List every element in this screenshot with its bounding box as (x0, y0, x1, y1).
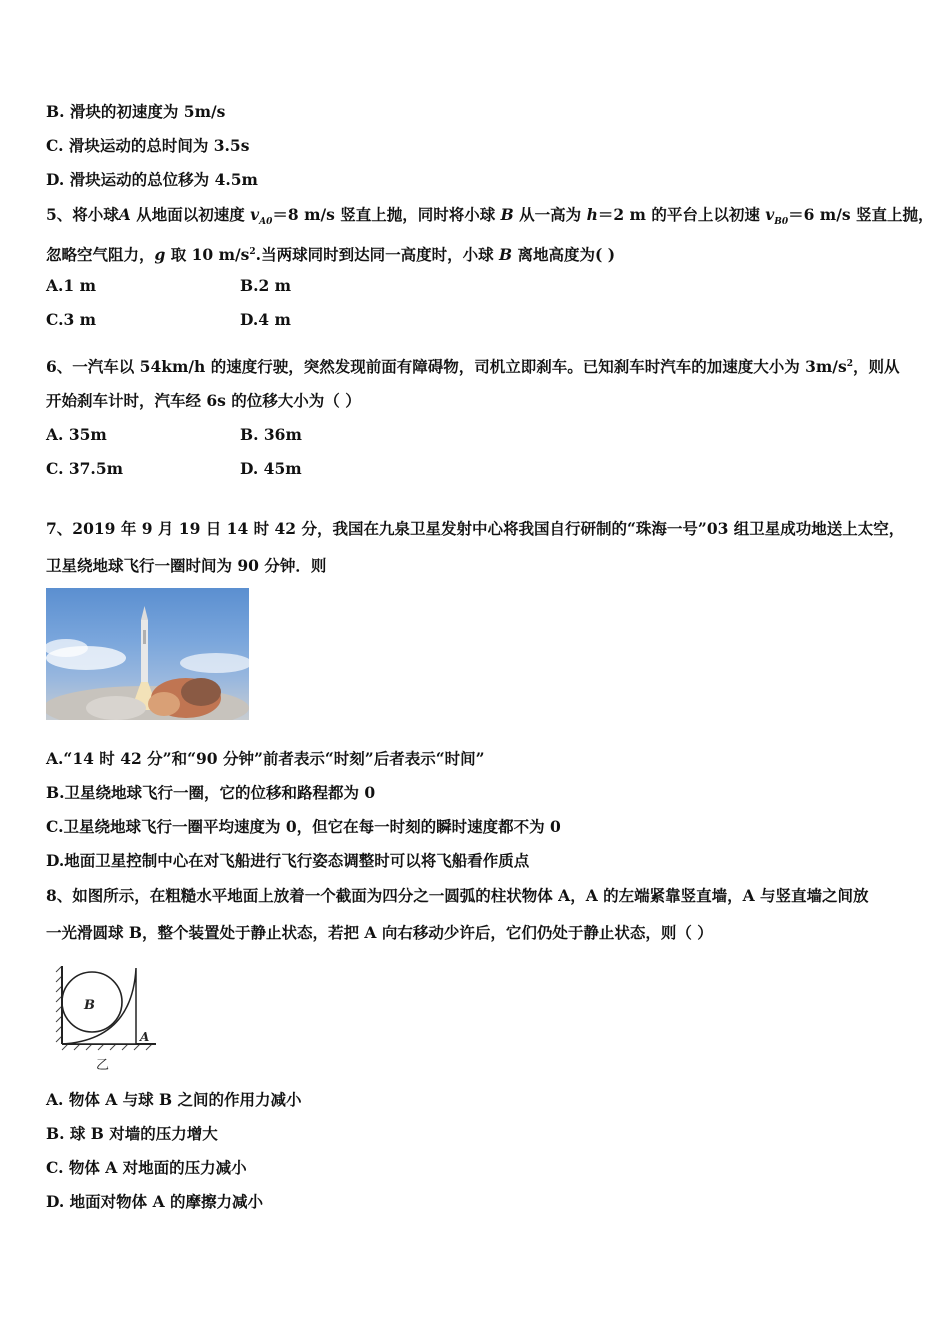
q8-option-d: D. 地面对物体 A 的摩擦力减小 (46, 1192, 264, 1211)
q6-stem-line1: 6、一汽车以 54km/h 的速度行驶，突然发现前面有障碍物，司机立即刹车。已知刹车时汽车的加速度大小为 $3m/s^2$，则从 (46, 357, 900, 377)
q4-option-b: B. 滑块的初速度为 5m/s (46, 102, 226, 121)
block-a-label: A (140, 1030, 150, 1044)
q7-option-b: B.卫星绕地球飞行一圈，它的位移和路程都为 0 (46, 783, 376, 802)
figure-caption: 乙 (96, 1058, 110, 1073)
q5-option-a: A.1 m (46, 276, 97, 295)
q6-option-c: C. 37.5m (46, 459, 124, 478)
q7-stem-line2: 卫星绕地球飞行一圈时间为 90 分钟．则 (46, 556, 327, 575)
q5-option-d: D.4 m (240, 310, 291, 329)
q8-stem-line1: 8、如图所示，在粗糙水平地面上放着一个截面为四分之一圆弧的柱状物体 A，A 的左端紧靠竖直墙，A 与竖直墙之间放 (46, 886, 869, 905)
q7-stem-line1: 7、2019 年 9 月 19 日 14 时 42 分，我国在九泉卫星发射中心将我国自行研制的“珠海一号”03 组卫星成功地送上太空， (46, 519, 905, 538)
q8-option-b: B. 球 B 对墙的压力增大 (46, 1124, 218, 1143)
q5-stem-line2: 忽略空气阻力，g 取 10 $m/s^2$.当两球同时到达同一高度时，小球 B 离地高度为( ) (46, 245, 616, 265)
rocket-launch-photo (46, 588, 249, 720)
q6-option-a: A. 35m (46, 425, 107, 444)
q4-option-d: D. 滑块运动的总位移为 4.5m (46, 170, 258, 189)
q8-option-a: A. 物体 A 与球 B 之间的作用力减小 (46, 1090, 302, 1109)
wall-ball-diagram (52, 966, 172, 1076)
q7-option-a: A.“14 时 42 分”和“90 分钟”前者表示“时刻”后者表示“时间” (46, 749, 485, 768)
q5-stem-line1: 5、将小球A 从地面以初速度 $v_{A0}=8$ m/s 竖直上抛，同时将小球 B 从一高为 h＝2 m 的平台上以初速 $v_{B0}=6$ m/s 竖直上抛， (46, 205, 934, 228)
q7-option-d: D.地面卫星控制中心在对飞船进行飞行姿态调整时可以将飞船看作质点 (46, 851, 530, 870)
q5-option-c: C.3 m (46, 310, 97, 329)
q5-option-b: B.2 m (240, 276, 292, 295)
q4-option-c: C. 滑块运动的总时间为 3.5s (46, 136, 250, 155)
q6-option-d: D. 45m (240, 459, 302, 478)
q6-stem-line2: 开始刹车计时，汽车经 6s 的位移大小为（ ） (46, 391, 361, 410)
q7-option-c: C.卫星绕地球飞行一圈平均速度为 0，但它在每一时刻的瞬时速度都不为 0 (46, 817, 561, 836)
q8-stem-line2: 一光滑圆球 B，整个装置处于静止状态，若把 A 向右移动少许后，它们仍处于静止状态，则（ ） (46, 923, 713, 942)
q6-option-b: B. 36m (240, 425, 302, 444)
q8-option-c: C. 物体 A 对地面的压力减小 (46, 1158, 247, 1177)
ball-b-label: B (84, 998, 95, 1013)
